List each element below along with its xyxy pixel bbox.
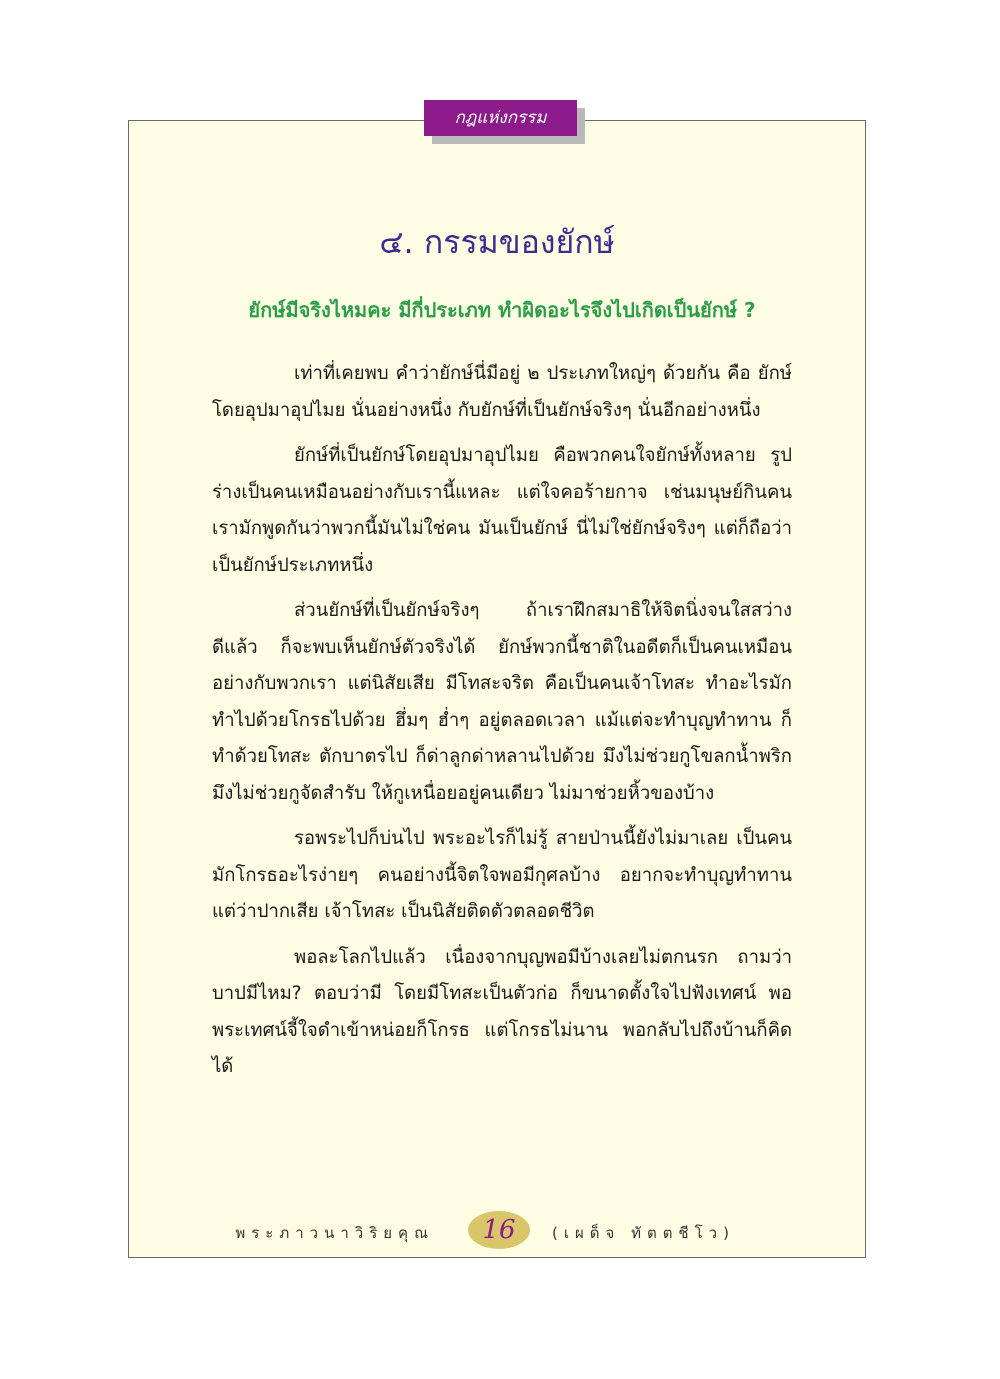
section-header-tab: กฎแห่งกรรม	[424, 100, 577, 136]
chapter-question: ยักษ์มีจริงไหมคะ มีกี่ประเภท ทำผิดอะไรจึงไปเกิดเป็นยักษ์ ?	[248, 298, 756, 322]
footer-book-title: พระภาวนาวิริยคุณ	[235, 1224, 434, 1242]
body-text	[212, 356, 792, 1095]
paragraph: ส่วนยักษ์ที่เป็นยักษ์จริงๆ ถ้าเราฝึกสมาธิให้จิตนิ่งจนใสสว่างดีแล้ว ก็จะพบเห็นยักษ์ตัวจริงได้ ยักษ์พวกนี้ชาติในอดีตก็เป็นคนเหมือนอย่างกับพวกเรา แต่นิสัยเสีย มีโทสะจริต คือเป็นคนเจ้าโทสะ ทำอะไรมักทำไปด้วยโกรธไปด้วย ฮึ่มๆ ฮ่ำๆ อยู่ตลอดเวลา แม้แต่จะทำบุญทำทาน ก็ทำด้วยโทสะ ตักบาตรไป ก็ด่าลูกด่าหลานไปด้วย มึงไม่ช่วยกูโขลกน้ำพริก มึงไม่ช่วยกูจัดสำรับ ให้กูเหนื่อยอยู่คนเดียว ไม่มาช่วยหิ้วของบ้าง	[212, 600, 792, 804]
paragraph: เท่าที่เคยพบ คำว่ายักษ์นี่มีอยู่ ๒ ประเภทใหญ่ๆ ด้วยกัน คือ ยักษ์โดยอุปมาอุปไมย นั่นอย่างหนึ่ง กับยักษ์ที่เป็นยักษ์จริงๆ นั่นอีกอย่างหนึ่ง	[212, 363, 792, 421]
chapter-title: ๔. กรรมของยักษ์	[379, 223, 615, 261]
footer-author: (เผด็จ ทัตตชีโว)	[552, 1224, 735, 1242]
page-number-badge: 16	[468, 1211, 530, 1249]
paragraph: รอพระไปก็บ่นไป พระอะไรก็ไม่รู้ สายป่านนี้ยังไม่มาเลย เป็นคนมักโกรธอะไรง่ายๆ คนอย่างนี้จิตใจพอมีกุศลบ้าง อยากจะทำบุญทำทาน แต่ว่าปากเสีย เจ้าโทสะ เป็นนิสัยติดตัวตลอดชีวิต	[212, 828, 792, 922]
paragraph: ยักษ์ที่เป็นยักษ์โดยอุปมาอุปไมย คือพวกคนใจยักษ์ทั้งหลาย รูปร่างเป็นคนเหมือนอย่างกับเรานี้แหละ แต่ใจคอร้ายกาจ เช่นมนุษย์กินคน เรามักพูดกันว่าพวกนี้มันไม่ใช่คน มันเป็นยักษ์ นี่ไม่ใช่ยักษ์จริงๆ แต่ก็ถือว่าเป็นยักษ์ประเภทหนึ่ง	[212, 445, 792, 576]
paragraph: พอละโลกไปแล้ว เนื่องจากบุญพอมีบ้างเลยไม่ตกนรก ถามว่าบาปมีไหม? ตอบว่ามี โดยมีโทสะเป็นตัวก่อ ก็ขนาดตั้งใจไปฟังเทศน์ พอพระเทศน์จี้ใจดำเข้าหน่อยก็โกรธ แต่โกรธไม่นาน พอกลับไปถึงบ้านก็คิดได้	[212, 946, 792, 1077]
page-footer	[128, 1211, 866, 1251]
